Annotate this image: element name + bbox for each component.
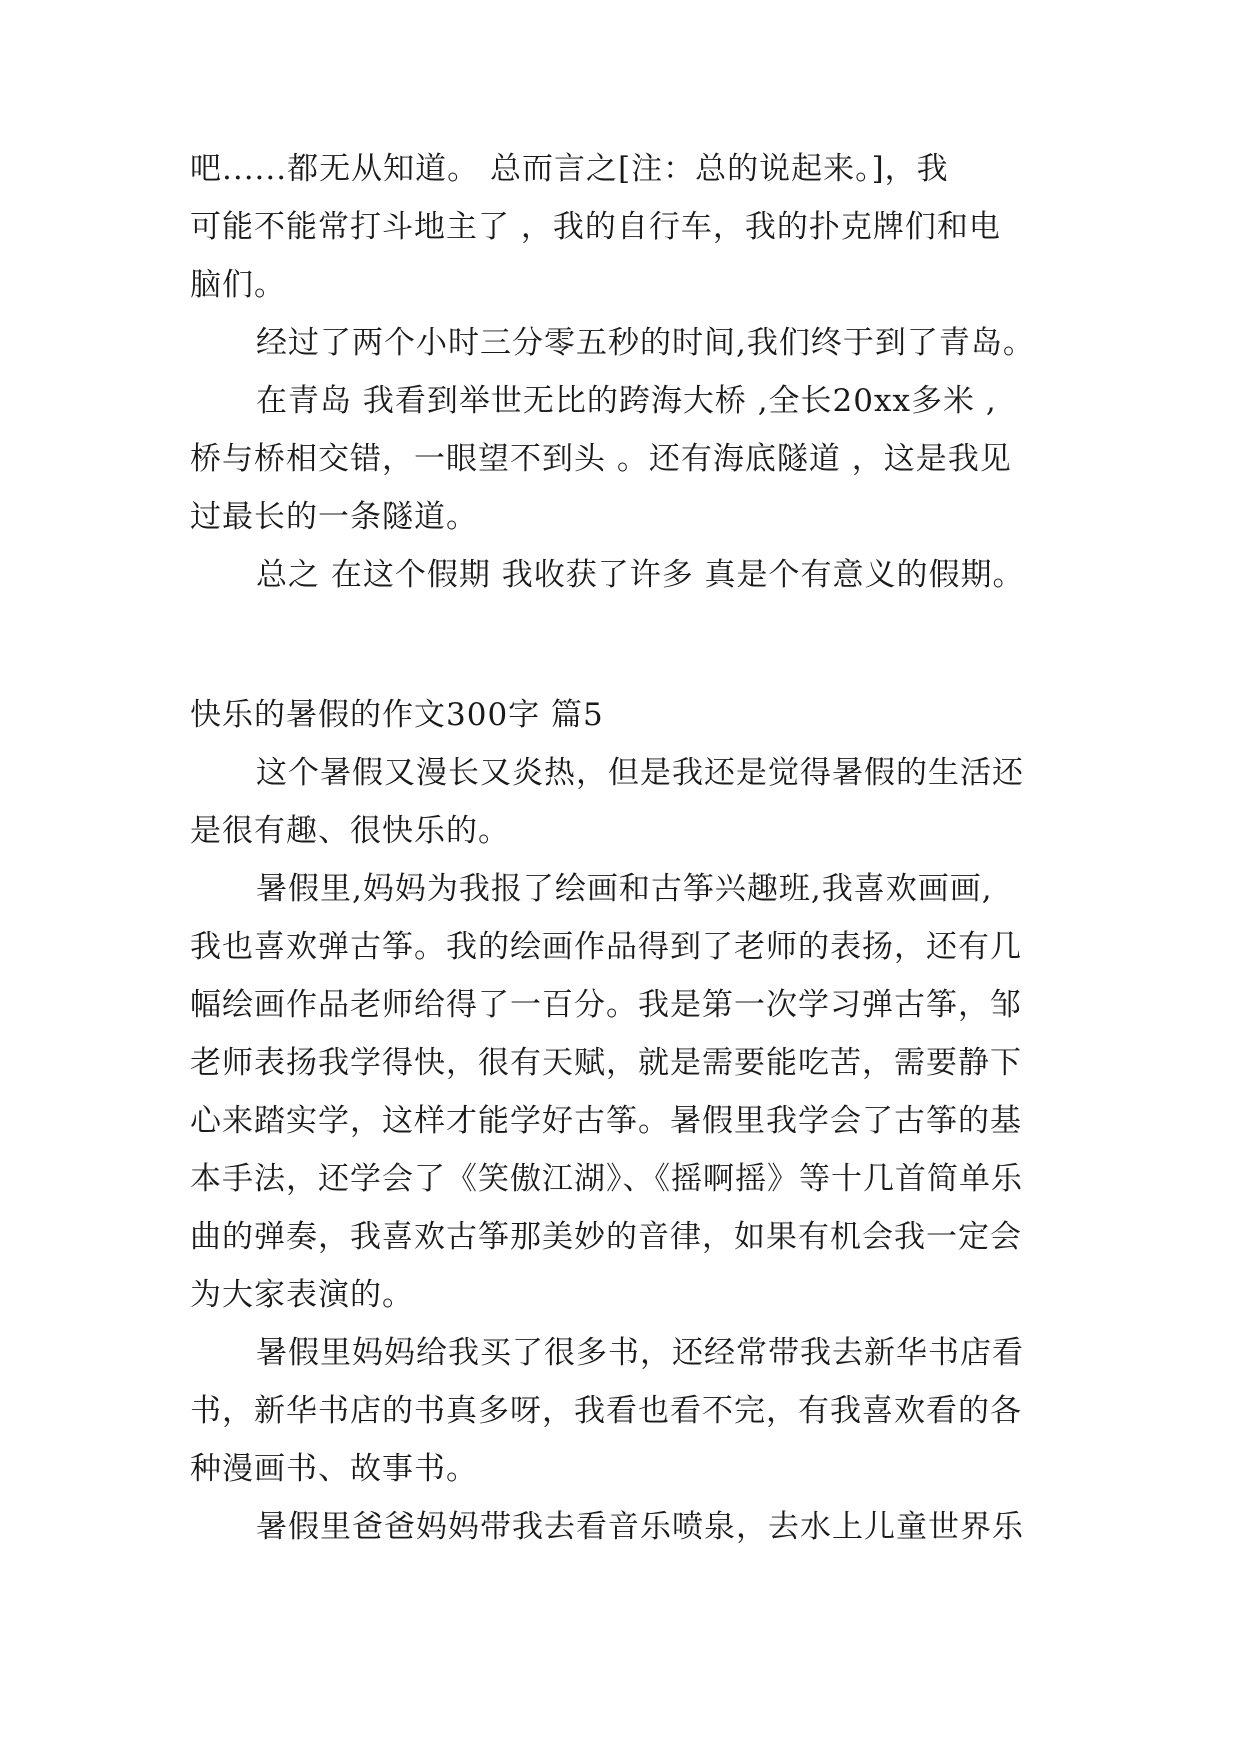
text-line: 在青岛 我看到举世无比的跨海大桥 ,全长20xx多米 , (256, 383, 997, 419)
essay-body (190, 744, 1060, 1556)
text-line: 暑假里妈妈给我买了很多书，还经常带我去新华书店看 (256, 1335, 1024, 1371)
text-line: 桥与桥相交错，一眼望不到头 。还有海底隧道 ，这是我见 (190, 441, 1012, 477)
text-line: 幅绘画作品老师给得了一百分。我是第一次学习弹古筝，邹 (190, 987, 1022, 1023)
text-line: 经过了两个小时三分零五秒的时间,我们终于到了青岛。 (256, 325, 1035, 361)
text-line: 心来踏实学，这样才能学好古筝。暑假里我学会了古筝的基 (190, 1103, 1022, 1139)
text-line: 老师表扬我学得快，很有天赋，就是需要能吃苦，需要静下 (190, 1045, 1022, 1081)
text-line: 暑假里爸爸妈妈带我去看音乐喷泉，去水上儿童世界乐 (256, 1509, 1024, 1545)
text-line: 书，新华书店的书真多呀，我看也看不完，有我喜欢看的各 (190, 1393, 1022, 1429)
previous-essay-ending (190, 140, 1060, 604)
text-line: 曲的弹奏，我喜欢古筝那美妙的音律，如果有机会我一定会 (190, 1219, 1022, 1255)
text-line: 这个暑假又漫长又炎热，但是我还是觉得暑假的生活还 (256, 755, 1024, 791)
text-line: 本手法，还学会了《笑傲江湖》、《摇啊摇》等十几首简单乐 (190, 1161, 1023, 1197)
text-line: 是很有趣、很快乐的。 (190, 813, 510, 849)
text-line: 为大家表演的。 (190, 1277, 414, 1313)
text-line: 可能不能常打斗地主了 ，我的自行车，我的扑克牌们和电 (190, 209, 1001, 245)
essay-heading: 快乐的暑假的作文300字 篇5 (190, 697, 604, 733)
text-line: 我也喜欢弹古筝。我的绘画作品得到了老师的表扬，还有几 (190, 929, 1022, 965)
text-line: 总之 在这个假期 我收获了许多 真是个有意义的假期。 (256, 557, 1025, 593)
text-line: 过最长的一条隧道。 (190, 499, 478, 535)
text-line: 脑们。 (190, 267, 286, 303)
text-line: 吧......都无从知道。 总而言之[注：总的说起来。]，我 (190, 151, 949, 187)
text-line: 种漫画书、故事书。 (190, 1451, 478, 1487)
text-line: 暑假里,妈妈为我报了绘画和古筝兴趣班,我喜欢画画, (256, 871, 993, 907)
